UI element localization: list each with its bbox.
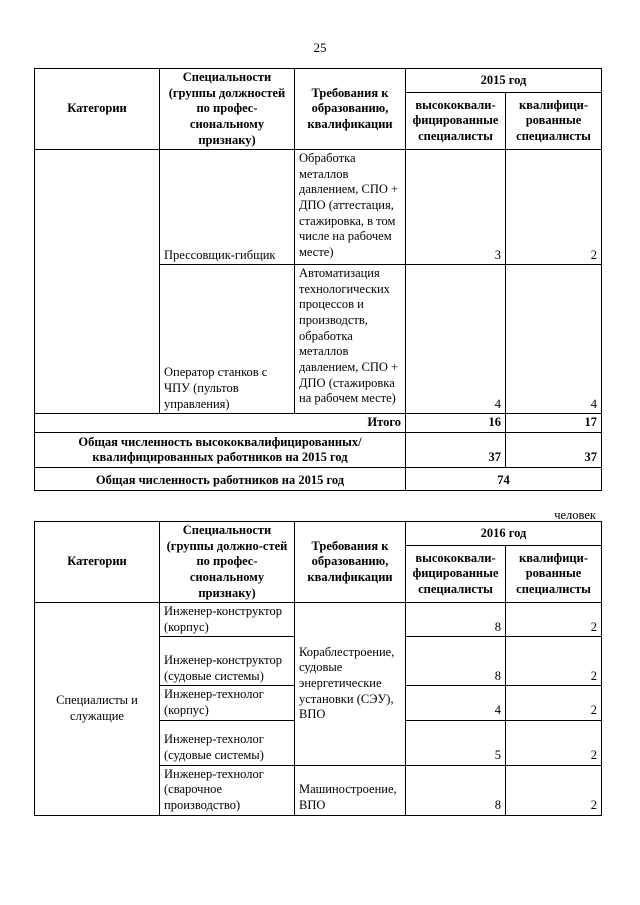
- total-label: Итого: [35, 414, 406, 433]
- overall-label: Общая численность высококвалифицированных/ квалифицированных работников на 2015 год: [35, 432, 406, 467]
- table-row: [35, 150, 602, 265]
- overall-row: [35, 432, 602, 467]
- qual-value: 4: [506, 265, 602, 414]
- specialty-cell: Инженер-конструктор (судовые системы): [160, 637, 295, 686]
- high-value: 3: [406, 150, 506, 265]
- total-qual: 17: [506, 414, 602, 433]
- header-qualified: квалифици-рованные специалисты: [506, 93, 602, 150]
- high-value: 5: [406, 720, 506, 765]
- high-value: 4: [406, 265, 506, 414]
- specialty-cell: Инженер-технолог (судовые системы): [160, 720, 295, 765]
- high-value: 8: [406, 603, 506, 637]
- specialty-cell: Инженер-конструктор (корпус): [160, 603, 295, 637]
- header-row: [35, 522, 602, 546]
- high-value: 8: [406, 637, 506, 686]
- specialty-cell: Прессовщик-гибщик: [160, 150, 295, 265]
- workers-row: [35, 467, 602, 490]
- header-specialty: Специальности (группы должно-стей по профес-сиональному признаку): [160, 522, 295, 603]
- header-category: Категории: [35, 522, 160, 603]
- header-requirements: Требования к образованию, квалификации: [295, 69, 406, 150]
- page-number: 25: [313, 40, 327, 55]
- staffing-table-2015: [34, 68, 602, 491]
- category-cell: [35, 150, 160, 414]
- header-qualified: квалифици-рованные специалисты: [506, 546, 602, 603]
- qual-value: 2: [506, 637, 602, 686]
- qual-value: 2: [506, 150, 602, 265]
- workers-total: 74: [406, 467, 602, 490]
- header-requirements: Требования к образованию, квалификации: [295, 522, 406, 603]
- category-cell: Специалисты и служащие: [35, 603, 160, 815]
- header-specialty: Специальности (группы должностей по профес-сиональному признаку): [160, 69, 295, 150]
- high-value: 4: [406, 686, 506, 720]
- unit-label: человек: [554, 508, 596, 522]
- header-highly-qualified: высококвали-фицированные специалисты: [406, 93, 506, 150]
- header-year: 2016 год: [406, 522, 602, 546]
- specialty-cell: Инженер-технолог (сварочное производство): [160, 765, 295, 815]
- requirements-cell: Обработка металлов давлением, СПО + ДПО (аттестация, стажировка, в том числе на рабочем месте): [295, 150, 406, 265]
- qual-value: 2: [506, 603, 602, 637]
- specialty-cell: Оператор станков с ЧПУ (пультов управления): [160, 265, 295, 414]
- qual-value: 2: [506, 686, 602, 720]
- qual-value: 2: [506, 765, 602, 815]
- requirements-cell: Кораблестроение, судовые энергетические установки (СЭУ), ВПО: [295, 603, 406, 766]
- header-year: 2015 год: [406, 69, 602, 93]
- requirements-cell: Автоматизация технологических процессов и производств, обработка металлов давлением, СПО + ДПО (стажировка на рабочем месте): [295, 265, 406, 414]
- high-value: 8: [406, 765, 506, 815]
- table-row: [35, 603, 602, 637]
- specialty-cell: Инженер-технолог (корпус): [160, 686, 295, 720]
- staffing-table-2016: [34, 521, 602, 816]
- overall-high: 37: [406, 432, 506, 467]
- header-highly-qualified: высококвали-фицированные специалисты: [406, 546, 506, 603]
- overall-qual: 37: [506, 432, 602, 467]
- workers-label: Общая численность работников на 2015 год: [35, 467, 406, 490]
- total-row: [35, 414, 602, 433]
- total-high: 16: [406, 414, 506, 433]
- header-category: Категории: [35, 69, 160, 150]
- header-row: [35, 69, 602, 93]
- qual-value: 2: [506, 720, 602, 765]
- requirements-cell: Машиностроение, ВПО: [295, 765, 406, 815]
